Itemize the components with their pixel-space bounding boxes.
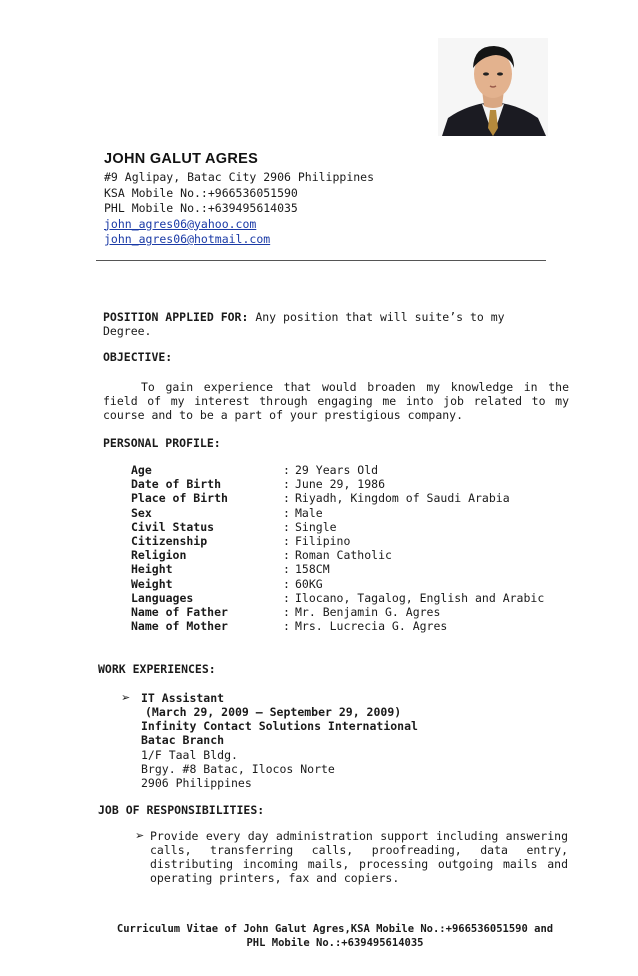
profile-value: 29 Years Old [295,463,379,477]
position-text: Any position that will suite’s to my [248,310,505,324]
company-branch: Batac Branch [141,733,225,747]
profile-label: Citizenship [131,534,208,549]
profile-value: June 29, 1986 [295,477,386,492]
profile-value: Filipino [295,534,351,549]
profile-label: Religion [131,548,187,563]
profile-label: Height [131,562,173,577]
objective-heading: OBJECTIVE: [103,350,173,364]
profile-row [131,491,544,505]
profile-row [131,591,544,605]
profile-value: 158CM [295,562,330,577]
company-address-3: 2906 Philippines [141,776,252,790]
profile-label: Place of Birth [131,491,228,506]
profile-table [131,463,544,633]
profile-value: Roman Catholic [295,548,392,563]
position-text-line2: Degree. [103,324,152,338]
position-applied [103,310,505,324]
profile-row [131,463,544,477]
page-footer [100,922,570,950]
profile-colon: : [283,534,290,549]
profile-colon: : [283,562,290,577]
profile-label: Languages [131,590,194,605]
profile-value: Male [295,505,323,520]
profile-row [131,619,544,633]
profile-row [131,562,544,576]
profile-colon: : [283,491,290,506]
work-heading: WORK EXPERIENCES: [98,662,216,676]
profile-label: Weight [131,576,173,591]
objective-text: To gain experience that would broaden my knowledge in the field of my interest through engaging me into job related to my course and to be a part of your prestigious company. [103,380,569,422]
profile-colon: : [283,505,290,520]
profile-row [131,477,544,491]
person-portrait-icon [438,38,548,136]
profile-label: Name of Mother [131,619,228,634]
phl-mobile: PHL Mobile No.:+639495614035 [104,201,298,215]
profile-photo [438,38,548,136]
profile-heading: PERSONAL PROFILE: [103,436,221,450]
profile-colon: : [283,619,290,634]
footer-line-2: PHL Mobile No.:+639495614035 [246,937,424,949]
email-link-hotmail[interactable]: john_agres06@hotmail.com [104,232,271,246]
ksa-mobile: KSA Mobile No.:+966536051590 [104,185,298,200]
contact-block [104,170,374,248]
profile-row [131,520,544,534]
profile-colon: : [283,519,290,534]
profile-value: Ilocano, Tagalog, English and Arabic [295,590,545,605]
company-address-2: Brgy. #8 Batac, Ilocos Norte [141,762,335,776]
profile-label: Civil Status [131,519,215,534]
profile-label: Age [131,463,152,477]
bullet-arrow-icon: ➢ [121,691,131,704]
profile-value: Mr. Benjamin G. Agres [295,605,441,620]
company-name: Infinity Contact Solutions International [141,719,418,733]
profile-row [131,548,544,562]
profile-value: Riyadh, Kingdom of Saudi Arabia [295,491,510,506]
address: #9 Aglipay, Batac City 2906 Philippines [104,170,375,184]
job-title: IT Assistant [141,691,225,705]
profile-value: Single [295,519,337,534]
position-label: POSITION APPLIED FOR: [103,310,249,324]
profile-colon: : [283,463,290,477]
profile-colon: : [283,548,290,563]
profile-label: Date of Birth [131,477,222,492]
header-divider [96,260,546,261]
profile-label: Name of Father [131,605,228,620]
profile-colon: : [283,576,290,591]
applicant-name: JOHN GALUT AGRES [104,151,259,167]
profile-value: Mrs. Lucrecia G. Agres [295,619,448,634]
profile-colon: : [283,477,290,492]
job-dates: (March 29, 2009 – September 29, 2009) [145,705,402,719]
profile-colon: : [283,590,290,605]
responsibility-text: Provide every day administration support including answering calls, transferring calls, proofreading, data entry, distributing incoming mails, processing outgoing mails and operating printers, fax and copiers. [150,829,568,885]
company-address-1: 1/F Taal Bldg. [141,748,238,762]
responsibilities-heading: JOB OF RESPONSIBILITIES: [98,803,265,817]
profile-row [131,605,544,619]
profile-colon: : [283,605,290,620]
bullet-arrow-icon: ➢ [135,829,145,842]
profile-value: 60KG [295,576,323,591]
profile-row [131,577,544,591]
email-link-yahoo[interactable]: john_agres06@yahoo.com [104,216,257,231]
footer-line-1: Curriculum Vitae of John Galut Agres,KSA Mobile No.:+966536051590 and [116,923,554,935]
profile-label: Sex [131,505,152,520]
profile-row [131,506,544,520]
profile-row [131,534,544,548]
